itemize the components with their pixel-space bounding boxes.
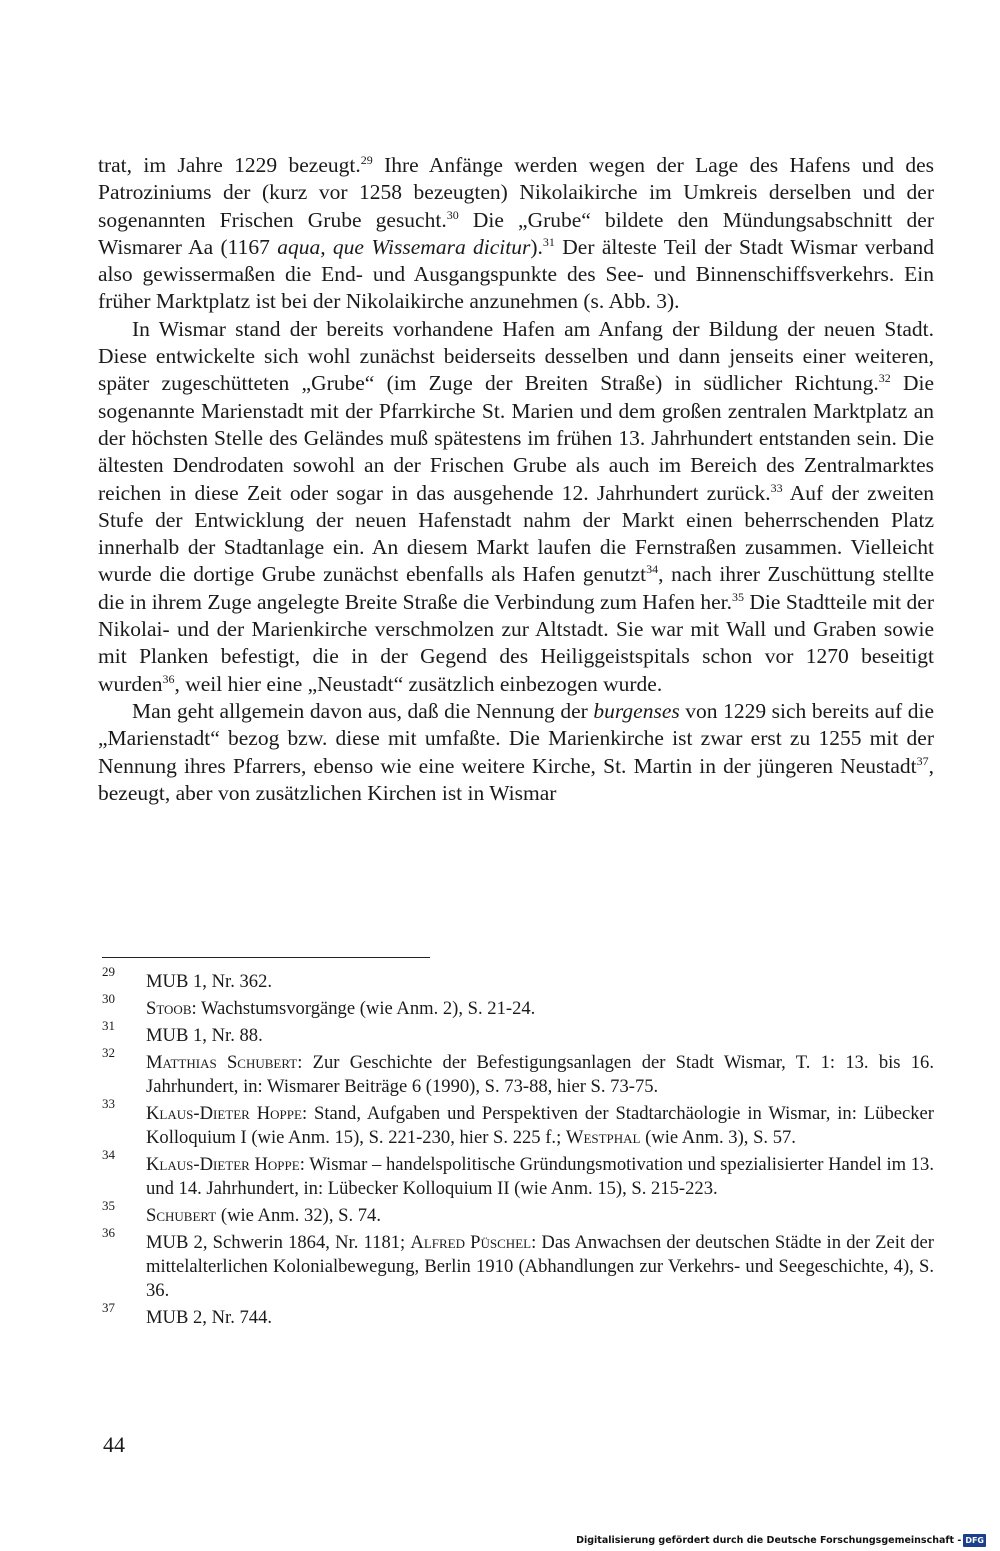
text-run: Die „Grube“ bildete den Mündungsabschnitt der Wismarer Aa (1167 [98,207,934,259]
italic-text: burgenses [593,698,680,723]
italic-text: aqua, que Wissemara dicitur [277,234,531,259]
footnote [102,1300,934,1330]
paragraph [98,316,934,698]
footnotes [102,964,935,1333]
footnote-ref: 32 [878,371,891,386]
text-run: MUB 2, Nr. 744. [146,1307,273,1328]
footnote-number: 36 [102,1225,115,1240]
text-run: , nach ihrer Zuschüttung stellte die in ihrem Zuge angelegte Breite Straße die Verbindung zum Hafen her. [98,562,934,614]
paragraph [98,698,934,807]
author-name: Stoob [146,998,192,1019]
author-name: Westphal [565,1127,641,1148]
footnote [102,1147,935,1201]
text-run: Man geht allgemein davon aus, daß die Nennung der [132,698,594,723]
footnote-number: 37 [102,1300,115,1315]
footnote-ref: 33 [770,480,783,495]
text-run: : Wachstumsvorgänge (wie Anm. 2), S. 21-24. [191,998,536,1019]
author-name: Schubert [146,1205,217,1226]
digitization-credit [576,1531,986,1549]
footnote-ref: 36 [162,671,175,686]
author-name: Alfred Püschel [410,1232,532,1253]
text-run: : Stand, Aufgaben und Perspektiven der Stadtarchäologie in Wismar, in: Lübecker Kolloquium I (wie Anm. 15), S. 221-230, hier S. 225 f.; [146,1103,934,1148]
footnote-ref: 29 [360,153,373,167]
footnote [102,991,934,1021]
footnote-number: 33 [102,1096,115,1111]
text-run: Auf der zweiten Stufe der Entwicklung der neuen Hafenstadt nahm der Markt einen beherrschenden Platz innerhalb der Stadtanlage ein. An diesem Markt laufen die Fernstraßen zusammen. Vielleicht wurde die dortige Grube zunächst ebenfalls als Hafen genutzt [98,480,934,587]
text-run: trat, im Jahre 1229 bezeugt. [98,153,361,177]
footnote-ref: 31 [542,234,555,249]
text-run: Die sogenannte Marienstadt mit der Pfarrkirche St. Marien und dem großen zentralen Marktplatz an der höchsten Stelle des Geländes muß spätestens im frühen 13. Jahrhundert entstanden sein. Die ältesten Dendrodaten sowohl an der Frischen Grube als auch im Bereich des Zentralmarktes reichen in diese Zeit oder sogar in das ausgehende 12. Jahrhundert zurück. [98,371,935,505]
author-name: Klaus-Dieter Hoppe [146,1103,302,1124]
text-run: Der älteste Teil der Stadt Wismar verband also gewissermaßen die End- und Ausgangspunkte des See- und Binnenschiffsverkehrs. Ein früher Marktplatz ist bei der Nikolaikirche anzunehmen (s. Abb. 3). [98,234,934,314]
footnote [102,1198,934,1228]
page-number: 44 [103,1432,125,1457]
footnote [102,1096,934,1150]
text-run: , weil hier eine „Neustadt“ zusätzlich einbezogen wurde. [174,671,663,696]
footnote-number: 35 [102,1198,115,1213]
author-name: Matthias Schubert [146,1052,298,1073]
footnote-ref: 35 [732,589,744,604]
text-run: : Das Anwachsen der deutschen Städte in der Zeit der mittelalterlichen Kolonialbewegung, Berlin 1910 (Abhandlungen zur Verkehrs- und Seegeschichte, 4), S. 36. [146,1232,934,1301]
text-run: Die Stadtteile mit der Nikolai- und der Marienkirche verschmolzen zur Altstadt. Sie war mit Wall und Graben sowie mit Planken befestigt, die in der Gegend des Heiliggeistspitals schon vor 1270 beseitigt wurden [98,589,934,696]
text-run: (wie Anm. 32), S. 74. [216,1205,381,1226]
text-run: (wie Anm. 3), S. 57. [640,1127,796,1148]
text-run: von 1229 sich bereits auf die „Marienstadt“ bezog bzw. diese mit umfaßte. Die Marienkirche ist zwar erst zu 1255 mit der Nennung ihres Pfarrers, ebenso wie eine weitere Kirche, St. Martin in der jüngeren Neustadt [98,698,934,778]
text-run: : Zur Geschichte der Befestigungsanlagen der Stadt Wismar, T. 1: 13. bis 16. Jahrhundert, in: Wismarer Beiträge 6 (1990), S. 73-88, hier S. 73-75. [146,1052,935,1097]
footnote-ref: 34 [646,562,659,577]
footnote-ref: 37 [916,753,929,768]
credit-text: Digitalisierung gefördert durch die Deutsche Forschungsgemeinschaft - [576,1534,962,1546]
footnote-number: 32 [102,1045,115,1060]
footnote-number: 29 [102,964,115,979]
text-run: ). [530,234,543,259]
text-run: , bezeugt, aber von zusätzlichen Kirchen ist in Wismar [98,753,934,805]
text-run: In Wismar stand der bereits vorhandene Hafen am Anfang der Bildung der neuen Stadt. Diese entwickelte sich wohl zunächst beiderseits desselben und dann jenseits einer weiteren, später zugeschütteten „Grube“ (im Zuge der Breiten Straße) in südlicher Richtung. [98,316,934,396]
footnote [102,1045,935,1099]
footnote-ref: 30 [446,207,459,222]
author-name: Klaus-Dieter Hoppe [146,1154,300,1175]
text-run: MUB 1, Nr. 88. [146,1025,263,1046]
paragraph [98,152,934,316]
footnote [102,964,934,994]
footnote [102,1018,934,1048]
footnote-separator [102,957,430,958]
footnote-number: 30 [102,991,115,1006]
text-run: MUB 1, Nr. 362. [146,971,273,992]
text-run: MUB 2, Schwerin 1864, Nr. 1181; [146,1232,411,1253]
body-text [98,152,934,807]
text-run: : Wismar – handelspolitische Gründungsmotivation und spezialisierter Handel im 13. und 14. Jahrhundert, in: Lübecker Kolloquium II (wie Anm. 15), S. 215-223. [146,1154,935,1199]
text-run: Ihre Anfänge werden wegen der Lage des Hafens und des Patroziniums der (kurz vor 1258 bezeugten) Nikolaikirche im Umkreis derselben und der sogenannten Frischen Grube gesucht. [98,153,934,232]
footnote-number: 34 [102,1147,115,1162]
dfg-logo: DFG [965,1535,984,1545]
footnote [102,1225,934,1303]
footnote-number: 31 [102,1018,115,1033]
